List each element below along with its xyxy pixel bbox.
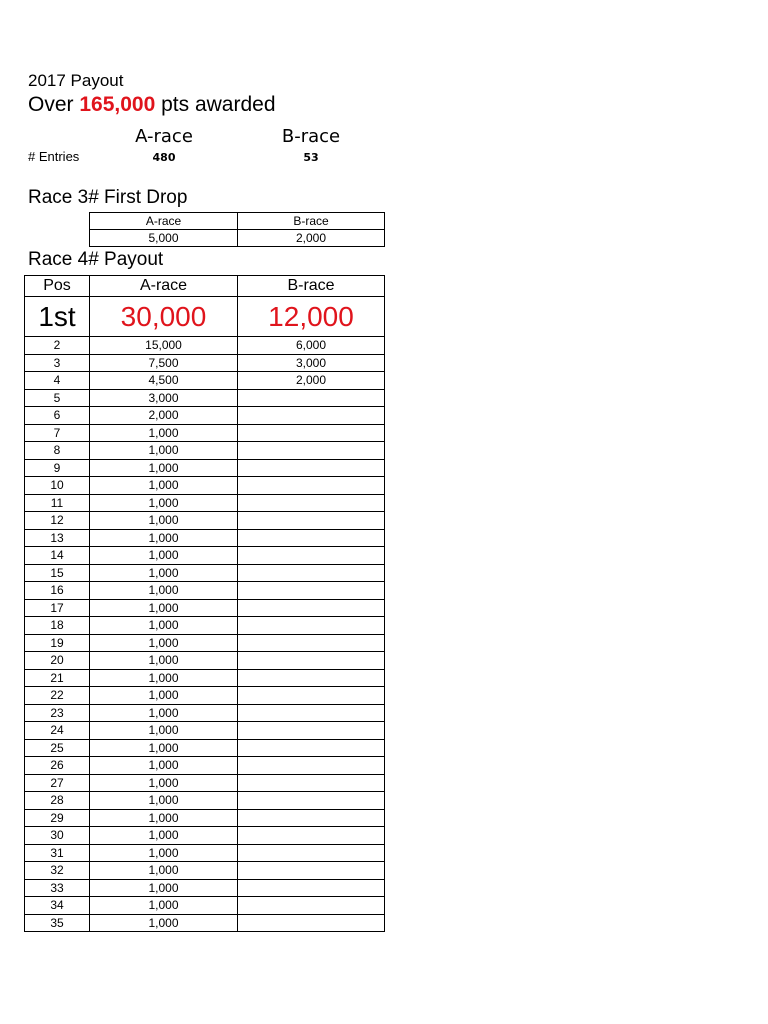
pos-cell: 10 bbox=[25, 477, 90, 495]
a-race-cell: 1,000 bbox=[90, 442, 238, 460]
b-race-cell bbox=[238, 547, 385, 565]
b-race-cell bbox=[238, 617, 385, 635]
pos-header: Pos bbox=[25, 276, 90, 297]
a-race-cell: 1,000 bbox=[90, 529, 238, 547]
pos-cell: 31 bbox=[25, 844, 90, 862]
b-race-cell bbox=[238, 442, 385, 460]
table-row bbox=[25, 337, 385, 355]
table-row bbox=[25, 582, 385, 600]
entries-b-value: 53 bbox=[303, 151, 319, 164]
table-row bbox=[25, 792, 385, 810]
a-race-cell: 1,000 bbox=[90, 669, 238, 687]
pos-cell: 35 bbox=[25, 914, 90, 932]
pos-cell: 13 bbox=[25, 529, 90, 547]
table-row bbox=[25, 757, 385, 775]
b-race-cell bbox=[238, 529, 385, 547]
table-row bbox=[25, 879, 385, 897]
pos-cell: 2 bbox=[25, 337, 90, 355]
pos-cell: 22 bbox=[25, 687, 90, 705]
race4-title: Race 4# Payout bbox=[28, 249, 164, 270]
table-row bbox=[90, 230, 385, 247]
a-race-cell: 1,000 bbox=[90, 739, 238, 757]
pos-cell: 17 bbox=[25, 599, 90, 617]
table-row bbox=[25, 634, 385, 652]
pos-cell: 28 bbox=[25, 792, 90, 810]
table-row bbox=[25, 424, 385, 442]
a-race-cell: 15,000 bbox=[90, 337, 238, 355]
a-race-cell: 1,000 bbox=[90, 862, 238, 880]
b-race-cell bbox=[238, 687, 385, 705]
b-race-cell bbox=[238, 652, 385, 670]
a-race-cell: 7,500 bbox=[90, 354, 238, 372]
b-race-cell bbox=[238, 809, 385, 827]
pos-cell: 12 bbox=[25, 512, 90, 530]
a-race-cell: 1,000 bbox=[90, 722, 238, 740]
b-race-cell bbox=[238, 634, 385, 652]
table-row bbox=[25, 844, 385, 862]
b-race-cell bbox=[238, 582, 385, 600]
pos-cell: 26 bbox=[25, 757, 90, 775]
a-race-header: A-race bbox=[90, 276, 238, 297]
a-race-cell: 1,000 bbox=[90, 914, 238, 932]
headline-suffix: pts awarded bbox=[155, 93, 276, 116]
table-row bbox=[25, 809, 385, 827]
drop-b-header: B-race bbox=[238, 213, 385, 230]
a-race-cell: 4,500 bbox=[90, 372, 238, 390]
a-race-cell: 1,000 bbox=[90, 459, 238, 477]
pos-cell: 24 bbox=[25, 722, 90, 740]
table-row bbox=[25, 354, 385, 372]
table-row bbox=[25, 652, 385, 670]
b-race-cell bbox=[238, 704, 385, 722]
table-row bbox=[25, 477, 385, 495]
b-race-cell: 3,000 bbox=[238, 354, 385, 372]
table-row bbox=[25, 827, 385, 845]
first-drop-table bbox=[89, 212, 385, 247]
pos-cell: 6 bbox=[25, 407, 90, 425]
drop-a-value: 5,000 bbox=[90, 230, 238, 247]
pos-cell: 34 bbox=[25, 897, 90, 915]
drop-a-header: A-race bbox=[90, 213, 238, 230]
first-a-payout: 30,000 bbox=[90, 297, 238, 337]
b-race-cell bbox=[238, 757, 385, 775]
pos-cell: 9 bbox=[25, 459, 90, 477]
table-row bbox=[25, 529, 385, 547]
a-race-cell: 1,000 bbox=[90, 809, 238, 827]
a-race-cell: 1,000 bbox=[90, 634, 238, 652]
table-row bbox=[25, 914, 385, 932]
headline-prefix: Over bbox=[28, 93, 80, 116]
pos-cell: 11 bbox=[25, 494, 90, 512]
b-race-cell bbox=[238, 722, 385, 740]
a-race-cell: 1,000 bbox=[90, 827, 238, 845]
table-row bbox=[25, 862, 385, 880]
pos-cell: 7 bbox=[25, 424, 90, 442]
pos-cell: 25 bbox=[25, 739, 90, 757]
a-race-cell: 1,000 bbox=[90, 704, 238, 722]
table-row bbox=[90, 213, 385, 230]
table-header-row bbox=[25, 276, 385, 297]
pos-cell: 15 bbox=[25, 564, 90, 582]
b-race-cell bbox=[238, 792, 385, 810]
table-row bbox=[25, 617, 385, 635]
pos-cell: 18 bbox=[25, 617, 90, 635]
table-row bbox=[25, 774, 385, 792]
page-title: 2017 Payout bbox=[28, 71, 124, 90]
a-race-cell: 2,000 bbox=[90, 407, 238, 425]
pos-cell: 27 bbox=[25, 774, 90, 792]
b-race-cell bbox=[238, 897, 385, 915]
first-pos: 1st bbox=[25, 297, 90, 337]
table-row bbox=[25, 459, 385, 477]
a-race-cell: 1,000 bbox=[90, 687, 238, 705]
a-race-cell: 1,000 bbox=[90, 512, 238, 530]
pos-cell: 23 bbox=[25, 704, 90, 722]
pos-cell: 8 bbox=[25, 442, 90, 460]
table-row bbox=[25, 599, 385, 617]
table-row bbox=[25, 547, 385, 565]
payout-table bbox=[24, 275, 385, 932]
b-race-cell bbox=[238, 494, 385, 512]
pos-cell: 5 bbox=[25, 389, 90, 407]
pos-cell: 33 bbox=[25, 879, 90, 897]
b-race-cell: 6,000 bbox=[238, 337, 385, 355]
a-race-cell: 1,000 bbox=[90, 494, 238, 512]
b-race-cell: 2,000 bbox=[238, 372, 385, 390]
table-row bbox=[25, 564, 385, 582]
a-race-cell: 1,000 bbox=[90, 547, 238, 565]
entries-b-header: B-race bbox=[281, 126, 341, 147]
b-race-header: B-race bbox=[238, 276, 385, 297]
a-race-cell: 1,000 bbox=[90, 564, 238, 582]
table-row bbox=[25, 442, 385, 460]
a-race-cell: 1,000 bbox=[90, 477, 238, 495]
pos-cell: 14 bbox=[25, 547, 90, 565]
drop-b-value: 2,000 bbox=[238, 230, 385, 247]
table-row bbox=[25, 704, 385, 722]
entries-a-value: 480 bbox=[152, 151, 176, 164]
first-b-payout: 12,000 bbox=[238, 297, 385, 337]
b-race-cell bbox=[238, 512, 385, 530]
a-race-cell: 1,000 bbox=[90, 599, 238, 617]
a-race-cell: 1,000 bbox=[90, 582, 238, 600]
b-race-cell bbox=[238, 407, 385, 425]
table-row bbox=[25, 494, 385, 512]
a-race-cell: 1,000 bbox=[90, 652, 238, 670]
b-race-cell bbox=[238, 477, 385, 495]
entries-a-header: A-race bbox=[135, 126, 193, 147]
table-row bbox=[25, 512, 385, 530]
b-race-cell bbox=[238, 459, 385, 477]
pos-cell: 32 bbox=[25, 862, 90, 880]
b-race-cell bbox=[238, 389, 385, 407]
table-row bbox=[25, 407, 385, 425]
b-race-cell bbox=[238, 827, 385, 845]
table-row bbox=[25, 739, 385, 757]
a-race-cell: 1,000 bbox=[90, 897, 238, 915]
table-row bbox=[25, 687, 385, 705]
pos-cell: 29 bbox=[25, 809, 90, 827]
pos-cell: 19 bbox=[25, 634, 90, 652]
table-row bbox=[25, 372, 385, 390]
b-race-cell bbox=[238, 879, 385, 897]
b-race-cell bbox=[238, 774, 385, 792]
b-race-cell bbox=[238, 564, 385, 582]
b-race-cell bbox=[238, 599, 385, 617]
pos-cell: 3 bbox=[25, 354, 90, 372]
b-race-cell bbox=[238, 914, 385, 932]
table-row bbox=[25, 389, 385, 407]
b-race-cell bbox=[238, 739, 385, 757]
a-race-cell: 3,000 bbox=[90, 389, 238, 407]
headline-highlight: 165,000 bbox=[79, 93, 156, 116]
a-race-cell: 1,000 bbox=[90, 424, 238, 442]
a-race-cell: 1,000 bbox=[90, 617, 238, 635]
pos-cell: 20 bbox=[25, 652, 90, 670]
table-row bbox=[25, 669, 385, 687]
b-race-cell bbox=[238, 844, 385, 862]
pos-cell: 4 bbox=[25, 372, 90, 390]
table-row bbox=[25, 722, 385, 740]
entries-label: # Entries bbox=[28, 149, 80, 164]
a-race-cell: 1,000 bbox=[90, 774, 238, 792]
pos-cell: 30 bbox=[25, 827, 90, 845]
pos-cell: 16 bbox=[25, 582, 90, 600]
b-race-cell bbox=[238, 669, 385, 687]
b-race-cell bbox=[238, 862, 385, 880]
a-race-cell: 1,000 bbox=[90, 792, 238, 810]
first-place-row bbox=[25, 297, 385, 337]
pos-cell: 21 bbox=[25, 669, 90, 687]
table-row bbox=[25, 897, 385, 915]
b-race-cell bbox=[238, 424, 385, 442]
headline bbox=[28, 93, 276, 117]
a-race-cell: 1,000 bbox=[90, 757, 238, 775]
a-race-cell: 1,000 bbox=[90, 879, 238, 897]
a-race-cell: 1,000 bbox=[90, 844, 238, 862]
race3-title: Race 3# First Drop bbox=[28, 187, 188, 208]
